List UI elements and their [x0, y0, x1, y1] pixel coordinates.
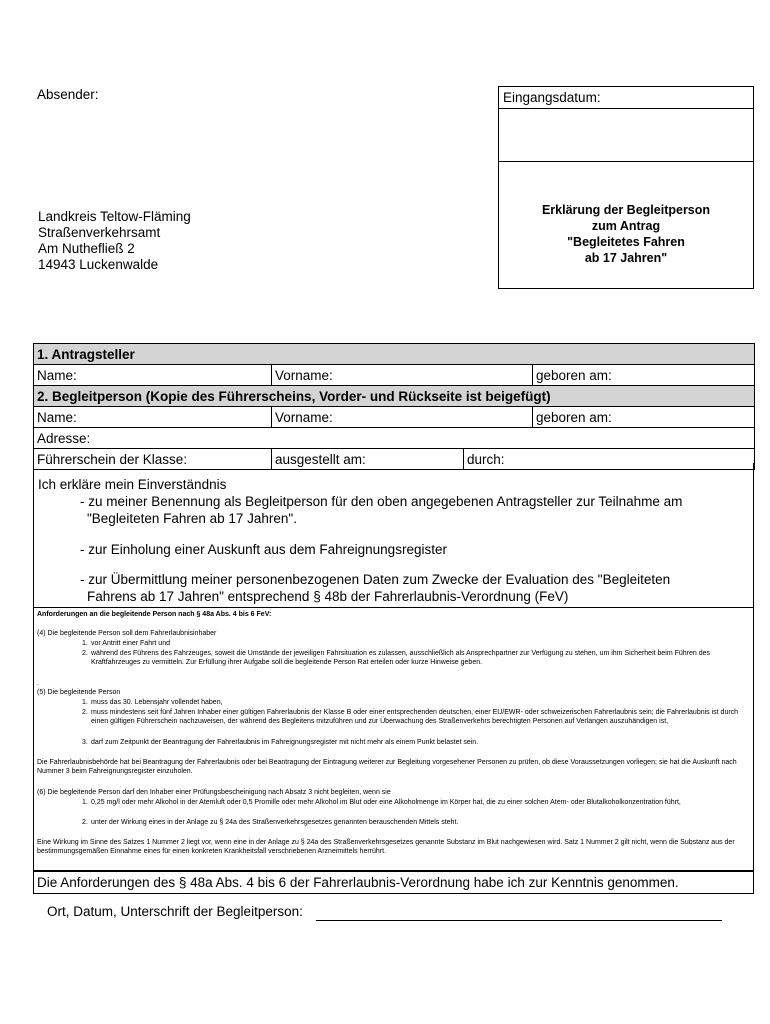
begleitperson-adresse-field[interactable]: Adresse:: [34, 428, 755, 449]
address-line: Am Nuthefließ 2: [38, 241, 135, 256]
form-title: [499, 202, 753, 266]
begleitperson-name-field[interactable]: Name:: [34, 407, 272, 428]
address-line: Landkreis Teltow-Fläming: [38, 209, 191, 224]
requirements-heading: Anforderungen an die begleitende Person nach § 48a Abs. 4 bis 6 FeV:: [37, 611, 272, 618]
eingangsdatum-divider-bottom: [499, 161, 753, 162]
consent-item-benennung: [80, 493, 740, 527]
address-line: Straßenverkehrsamt: [38, 225, 161, 240]
requirements-section: Anforderungen an die begleitende Person nach § 48a Abs. 4 bis 6 FeV: (4) Die begleitende Person soll dem Fahrerlaubnisinhaber 1. vor Antritt einer Fahrt und 2. während des Führens des Fahrzeuges, soweit die Umstände der jeweiligen Fahrsituation es zulassen, ausschließlich als Ansprechpartner zur Verfügung zu stehen, um ihm Sicherheit beim Führen des Kraftfahrzeuges zu vermitteln. Zur Erfüllung ihrer Aufgabe soll die begleitende Person Rat erteilen oder kurze Hinweise geben. . (5) Die begleitende Person 1. muss das 30. Lebensjahr vollendet haben, 2. muss mindestens seit fünf Jahren Inhaber einer gültigen Fahrerlaubnis der Klasse B oder einer entsprechenden deutschen, einer EU/EWR- oder schweizerischen Fahrerlaubnis sein; die Fahrerlaubnis ist durch einen gültigen Führerschein nachzuweisen, der während des Begleitens mitzuführen und zur Überwachung des Straßenverkehrs berechtigten Personen auf Verlangen auszuhändigen ist, 3. darf zum Zeitpunkt der Beantragung der Fahrerlaubnis im Fahreignungsregister mit nicht mehr als einem Punkt belastet sein. Die Fahrerlaubnisbehörde hat bei Beantragung der Fahrerlaubnis oder bei Beantragung der Eintragung weiterer zur Begleitung vorgesehener Personen zu prüfen, ob diese Voraussetzungen vorliegen; sie hat die Auskunft nach Nummer 3 beim Fahreignungsregister einzuholen. (6) Die begleitende Person darf den Inhaber einer Prüfungsbescheinigung nach Absatz 3 nicht begleiten, wenn sie 1. 0,25 mg/l oder mehr Alkohol in der Atemluft oder 0,5 Promille oder mehr Alkohol im Blut oder eine Alkoholmenge im Körper hat, die zu einer solchen Atem- oder Blutalkoholkonzentration führt, 2. unter der Wirkung eines in der Anlage zu § 24a des Straßenverkehrsgesetzes genannten berauschenden Mittels steht. Eine Wirkung im Sinne des Satzes 1 Nummer 2 liegt vor, wenn eine in der Anlage zu § 24a des Straßenverkehrsgesetzes genannte Substanz im Blut nachgewiesen wird. Satz 1 Nummer 2 gilt nicht, wenn die Substanz aus der bestimmungsgemäßen Einnahme eines für einen konkreten Krankheitsfall verschriebenen Arzneimittels herrührt.: [33, 607, 754, 871]
form-table: [33, 343, 755, 470]
signature-label: Ort, Datum, Unterschrift der Begleitperson:: [47, 904, 303, 919]
form-title-line-1: Erklärung der Begleitperson: [541, 203, 711, 217]
form-title-line-4: ab 17 Jahren": [584, 251, 668, 265]
paragraph-5-intro: (5) Die begleitende Person: [37, 689, 121, 696]
form-title-line-3: "Begleitetes Fahren: [567, 235, 685, 249]
section-antragsteller-heading: 1. Antragsteller: [34, 344, 755, 365]
ausgestellt-am-field[interactable]: ausgestellt am:: [272, 449, 464, 470]
consent-intro: Ich erkläre mein Einverständnis: [38, 477, 227, 492]
antragsteller-geboren-field[interactable]: geboren am:: [533, 365, 755, 386]
begleitperson-vorname-field[interactable]: Vorname:: [272, 407, 533, 428]
paragraph-4-intro: (4) Die begleitende Person soll dem Fahrerlaubnisinhaber: [37, 630, 217, 637]
eingangsdatum-divider-top: [499, 108, 753, 109]
consent-item-line: "Begleiteten Fahren ab 17 Jahren".: [87, 511, 297, 526]
fuehrerschein-klasse-field[interactable]: Führerschein der Klasse:: [34, 449, 272, 470]
signature-line[interactable]: [316, 920, 722, 921]
consent-item-line: - zur Übermittlung meiner personenbezogenen Daten zum Zwecke der Evaluation des "Begleiteten: [80, 572, 671, 587]
paragraph-behoerde: Die Fahrerlaubnisbehörde hat bei Beantragung der Fahrerlaubnis oder bei Beantragung der Eintragung weiterer zur Begleitung vorgesehener Personen zu prüfen, ob diese Voraussetzungen vorliegen; sie hat die Auskunft nach Nummer 3 beim Fahreignungsregister einzuholen.: [37, 759, 737, 775]
absender-label: Absender:: [37, 87, 99, 102]
begleitperson-geboren-field[interactable]: geboren am:: [533, 407, 755, 428]
form-title-line-2: zum Antrag: [591, 219, 661, 233]
eingangsdatum-box: [498, 86, 754, 289]
paragraph-wirkung: Eine Wirkung im Sinne des Satzes 1 Nummer 2 liegt vor, wenn eine in der Anlage zu § 24a des Straßenverkehrsgesetzes genannte Substanz im Blut nachgewiesen wird. Satz 1 Nummer 2 gilt nicht, wenn die Substanz aus der bestimmungsgemäßen Einnahme eines für einen konkreten Krankheitsfall verschriebenen Arzneimittels herrührt.: [37, 839, 735, 855]
section-begleitperson-heading: 2. Begleitperson (Kopie des Führerscheins, Vorder- und Rückseite ist beigefügt): [34, 386, 755, 407]
stray-dot: .: [37, 680, 39, 687]
eingangsdatum-label: Eingangsdatum:: [503, 90, 601, 105]
paragraph-6-intro: (6) Die begleitende Person darf den Inhaber einer Prüfungsbescheinigung nach Absatz 3 nicht begleiten, wenn sie: [37, 789, 391, 796]
antragsteller-vorname-field[interactable]: Vorname:: [272, 365, 533, 386]
address-line: 14943 Luckenwalde: [38, 257, 159, 272]
ausgestellt-durch-field[interactable]: durch:: [464, 449, 755, 470]
acknowledgement-statement: Die Anforderungen des § 48a Abs. 4 bis 6 der Fahrerlaubnis-Verordnung habe ich zur Kenntnis genommen.: [33, 871, 754, 894]
consent-section: [33, 463, 754, 607]
consent-item-line: Fahrens ab 17 Jahren" entsprechend § 48b der Fahrerlaubnis-Verordnung (FeV): [87, 589, 569, 604]
consent-item-evaluation: [80, 571, 740, 605]
antragsteller-name-field[interactable]: Name:: [34, 365, 272, 386]
consent-item-line: - zu meiner Benennung als Begleitperson für den oben angegebenen Antragsteller zur Teilnahme am: [80, 494, 683, 509]
consent-item-auskunft: - zur Einholung einer Auskunft aus dem Fahreignungsregister: [80, 542, 447, 557]
recipient-address: [38, 209, 191, 273]
